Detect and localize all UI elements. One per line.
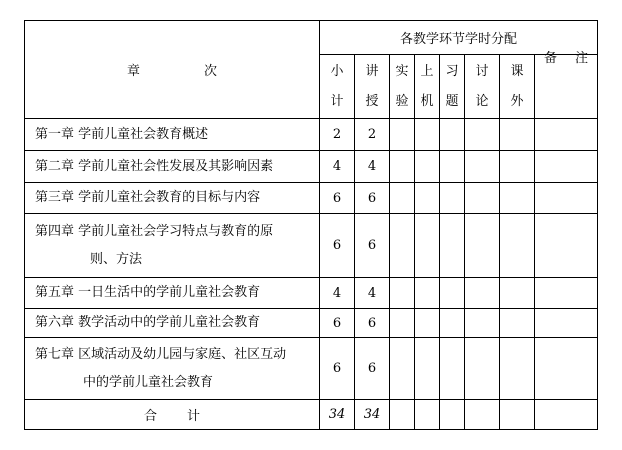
- chapter-cell: 第二章 学前儿童社会性发展及其影响因素: [25, 151, 320, 183]
- extracurricular-column-header: 课 外: [500, 55, 535, 119]
- table-row: [25, 151, 598, 183]
- lecture-column-header: 讲 授: [355, 55, 390, 119]
- table-row: [25, 183, 598, 214]
- chapter-cell: 第六章 教学活动中的学前儿童社会教育: [25, 309, 320, 338]
- table-row: [25, 309, 598, 338]
- chapter-cell: [25, 214, 320, 278]
- subtotal-cell: 6: [320, 309, 355, 338]
- subtotal-cell: 2: [320, 119, 355, 151]
- lecture-cell: 6: [355, 309, 390, 338]
- lecture-cell: 2: [355, 119, 390, 151]
- total-subtotal-cell: 34: [320, 400, 355, 430]
- chapter-line-2: 中的学前儿童社会教育: [83, 374, 214, 390]
- chapter-line-1: 第七章 区域活动及幼儿园与家庭、社区互动: [35, 346, 287, 362]
- subtotal-column-header: 小 计: [320, 55, 355, 119]
- experiment-column-header: 实 验: [390, 55, 415, 119]
- total-label: 合 计: [25, 400, 320, 430]
- lecture-cell: 6: [355, 183, 390, 214]
- chapter-cell: [25, 338, 320, 400]
- total-row: [25, 400, 598, 430]
- chapter-cell: 第一章 学前儿童社会教育概述: [25, 119, 320, 151]
- table-row: [25, 338, 598, 400]
- subtotal-cell: 4: [320, 151, 355, 183]
- chapter-column-header: 章 次: [25, 21, 320, 119]
- lecture-cell: 6: [355, 338, 390, 400]
- subtotal-cell: 6: [320, 338, 355, 400]
- exercise-column-header: 习 题: [440, 55, 465, 119]
- discussion-column-header: 讨 论: [465, 55, 500, 119]
- computer-column-header: 上 机: [415, 55, 440, 119]
- table-row: [25, 214, 598, 278]
- chapter-line-2: 则、方法: [90, 251, 143, 267]
- course-hours-table: [24, 20, 598, 430]
- lecture-cell: 4: [355, 278, 390, 309]
- remark-column-header: 备 注: [535, 25, 598, 89]
- table-row: [25, 278, 598, 309]
- chapter-line-1: 第四章 学前儿童社会学习特点与教育的原: [35, 223, 274, 239]
- subtotal-cell: 6: [320, 214, 355, 278]
- chapter-cell: 第五章 一日生活中的学前儿童社会教育: [25, 278, 320, 309]
- hours-allocation-header: 各教学环节学时分配: [320, 21, 598, 55]
- total-lecture-cell: 34: [355, 400, 390, 430]
- table-row: [25, 119, 598, 151]
- subtotal-cell: 6: [320, 183, 355, 214]
- lecture-cell: 6: [355, 214, 390, 278]
- chapter-cell: 第三章 学前儿童社会教育的目标与内容: [25, 183, 320, 214]
- subtotal-cell: 4: [320, 278, 355, 309]
- lecture-cell: 4: [355, 151, 390, 183]
